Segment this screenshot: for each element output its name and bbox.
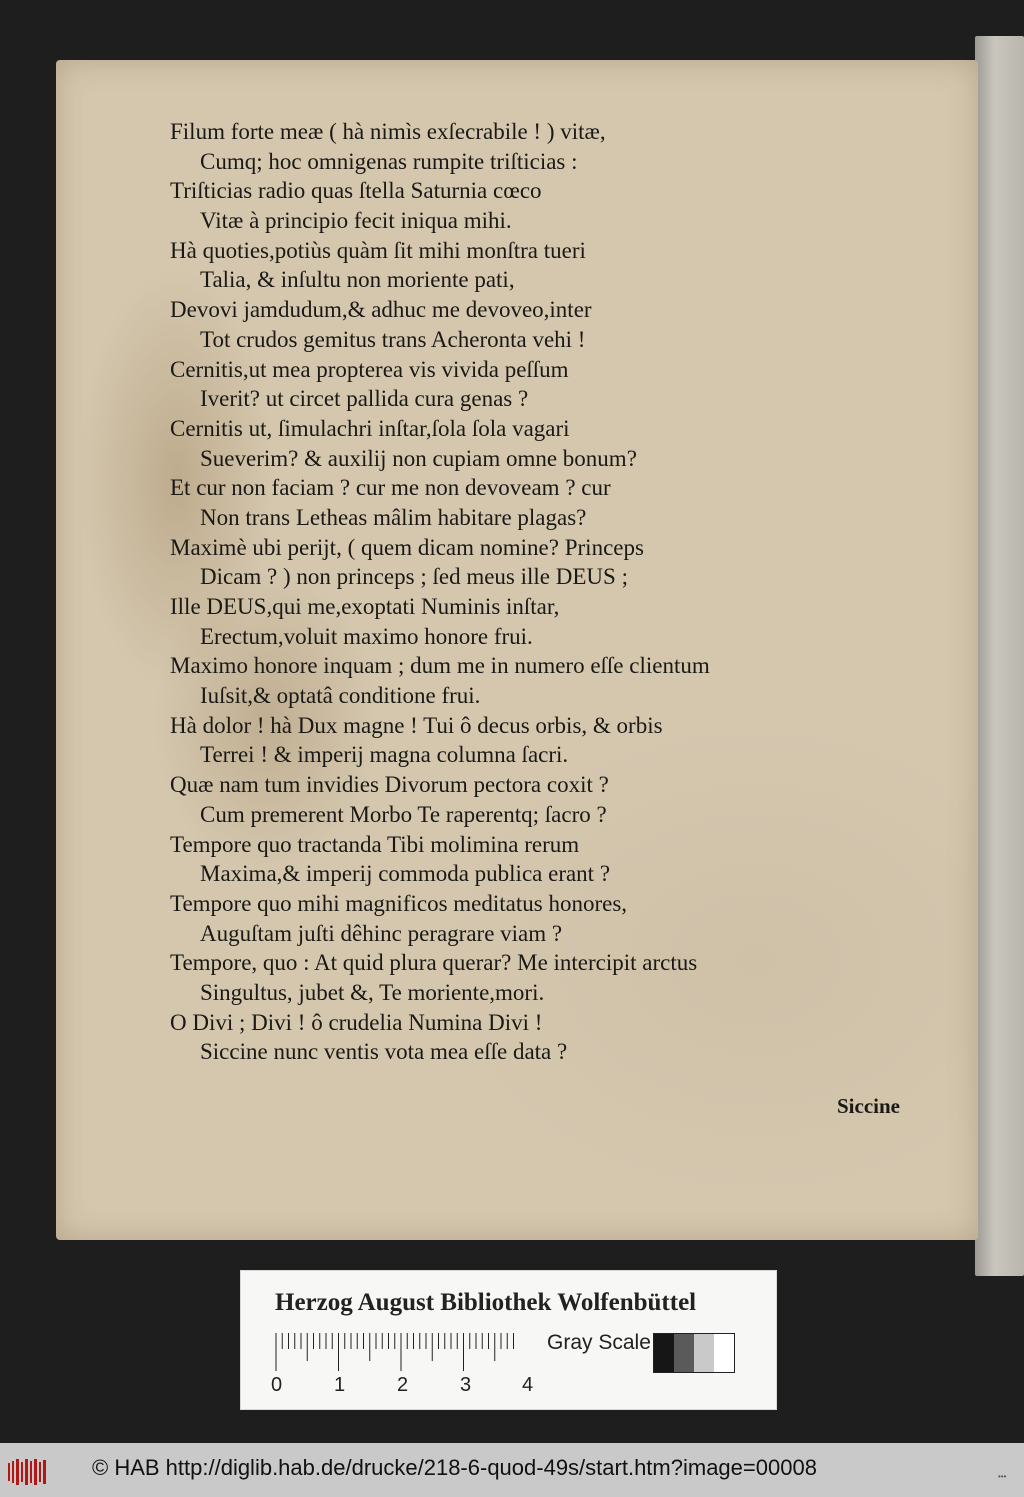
- verse-line: Dicam ? ) non princeps ; ſed meus ille DEUS ;: [200, 564, 628, 590]
- verse-line: Filum forte meæ ( hà nimìs exſecrabile ! ) vitæ,: [170, 119, 606, 144]
- gray-scale-label: Gray Scale: [547, 1331, 651, 1354]
- ruler-number: 3: [460, 1374, 472, 1396]
- verse-line: Cum premerent Morbo Te raperentq; ſacro ?: [200, 801, 607, 827]
- verse-line: Maximo honore inquam ; dum me in numero eſſe clientum: [170, 653, 710, 679]
- copyright-url: © HAB http://diglib.hab.de/drucke/218-6-quod-49s/start.htm?image=00008: [92, 1455, 817, 1480]
- verse-line: Tempore, quo : At quid plura querar? Me intercipit arctus: [170, 950, 698, 976]
- hab-logo-icon: [8, 1459, 48, 1485]
- verse-line: Quæ nam tum invidies Divorum pectora coxit ?: [170, 772, 609, 798]
- gray-swatch: [654, 1334, 674, 1372]
- verse-line: Terrei ! & imperij magna columna ſacri.: [200, 742, 569, 768]
- gray-swatch: [714, 1334, 734, 1372]
- ruler-number: 0: [271, 1374, 283, 1396]
- verse-line: O Divi ; Divi ! ô crudelia Numina Divi !: [170, 1009, 543, 1035]
- catchword: Siccine: [837, 1094, 900, 1118]
- ruler-number: 4: [522, 1374, 534, 1396]
- scan-reference-label: [240, 1270, 777, 1410]
- verse-line: Maximè ubi perijt, ( quem dicam nomine? Princeps: [170, 534, 644, 560]
- verse-line: Tempore quo tractanda Tibi molimina rerum: [170, 831, 580, 857]
- verse-line: Iuſsit,& optatâ conditione frui.: [200, 683, 481, 709]
- verse-line: Hà quoties,potiùs quàm ſit mihi monſtra tueri: [170, 237, 586, 263]
- verse-line: Hà dolor ! hà Dux magne ! Tui ô decus orbis, & orbis: [170, 712, 663, 738]
- verse-line: Talia, & inſultu non moriente pati,: [200, 267, 515, 293]
- library-name: Herzog August Bibliothek Wolfenbüttel: [275, 1289, 697, 1316]
- verse-line: Ille DEUS,qui me,exoptati Numinis inſtar,: [170, 594, 560, 619]
- verse-line: Iverit? ut circet pallida cura genas ?: [200, 386, 529, 412]
- verse-line: Cernitis ut, ſimulachri inſtar,ſola ſola vagari: [170, 415, 570, 441]
- ruler-number: 2: [397, 1374, 409, 1396]
- verse-line: Et cur non faciam ? cur me non devoveam ? cur: [170, 475, 611, 501]
- verse-line: Erectum,voluit maximo honore frui.: [200, 623, 533, 649]
- verse-line: Singultus, jubet &, Te moriente,mori.: [200, 979, 545, 1005]
- verse-line: Cernitis,ut mea propterea vis vivida peſſum: [170, 356, 569, 382]
- measurement-ruler: [275, 1333, 515, 1373]
- verse-line: Tempore quo mihi magnificos meditatus honores,: [170, 890, 628, 916]
- verse-line: Sueverim? & auxilij non cupiam omne bonum?: [200, 445, 637, 471]
- verse-line: Auguſtam juſti dêhinc peragrare viam ?: [200, 920, 563, 946]
- verse-line: Devovi jamdudum,& adhuc me devoveo,inter: [170, 297, 592, 323]
- gray-scale-swatches: [653, 1333, 735, 1373]
- gray-swatch: [674, 1334, 694, 1372]
- gray-swatch: [694, 1334, 714, 1372]
- verse-line: Cumq; hoc omnigenas rumpite triſticias :: [200, 148, 578, 174]
- viewer-footer: [0, 1443, 1024, 1497]
- verse-line: Maxima,& imperij commoda publica erant ?: [200, 861, 611, 887]
- verse-line: Tot crudos gemitus trans Acheronta vehi !: [200, 326, 586, 352]
- ruler-number: 1: [334, 1374, 346, 1396]
- verse-line: Triſticias radio quas ſtella Saturnia cœco: [170, 178, 542, 204]
- verse-line: Non trans Letheas mâlim habitare plagas?: [200, 504, 587, 530]
- verse-text-block: [170, 117, 900, 1067]
- adjacent-page-edge: [975, 36, 1024, 1276]
- status-dots: •••: [998, 1472, 1007, 1481]
- verse-line: Siccine nunc ventis vota mea eſſe data ?: [200, 1039, 568, 1065]
- verse-line: Vitæ à principio fecit iniqua mihi.: [200, 208, 512, 234]
